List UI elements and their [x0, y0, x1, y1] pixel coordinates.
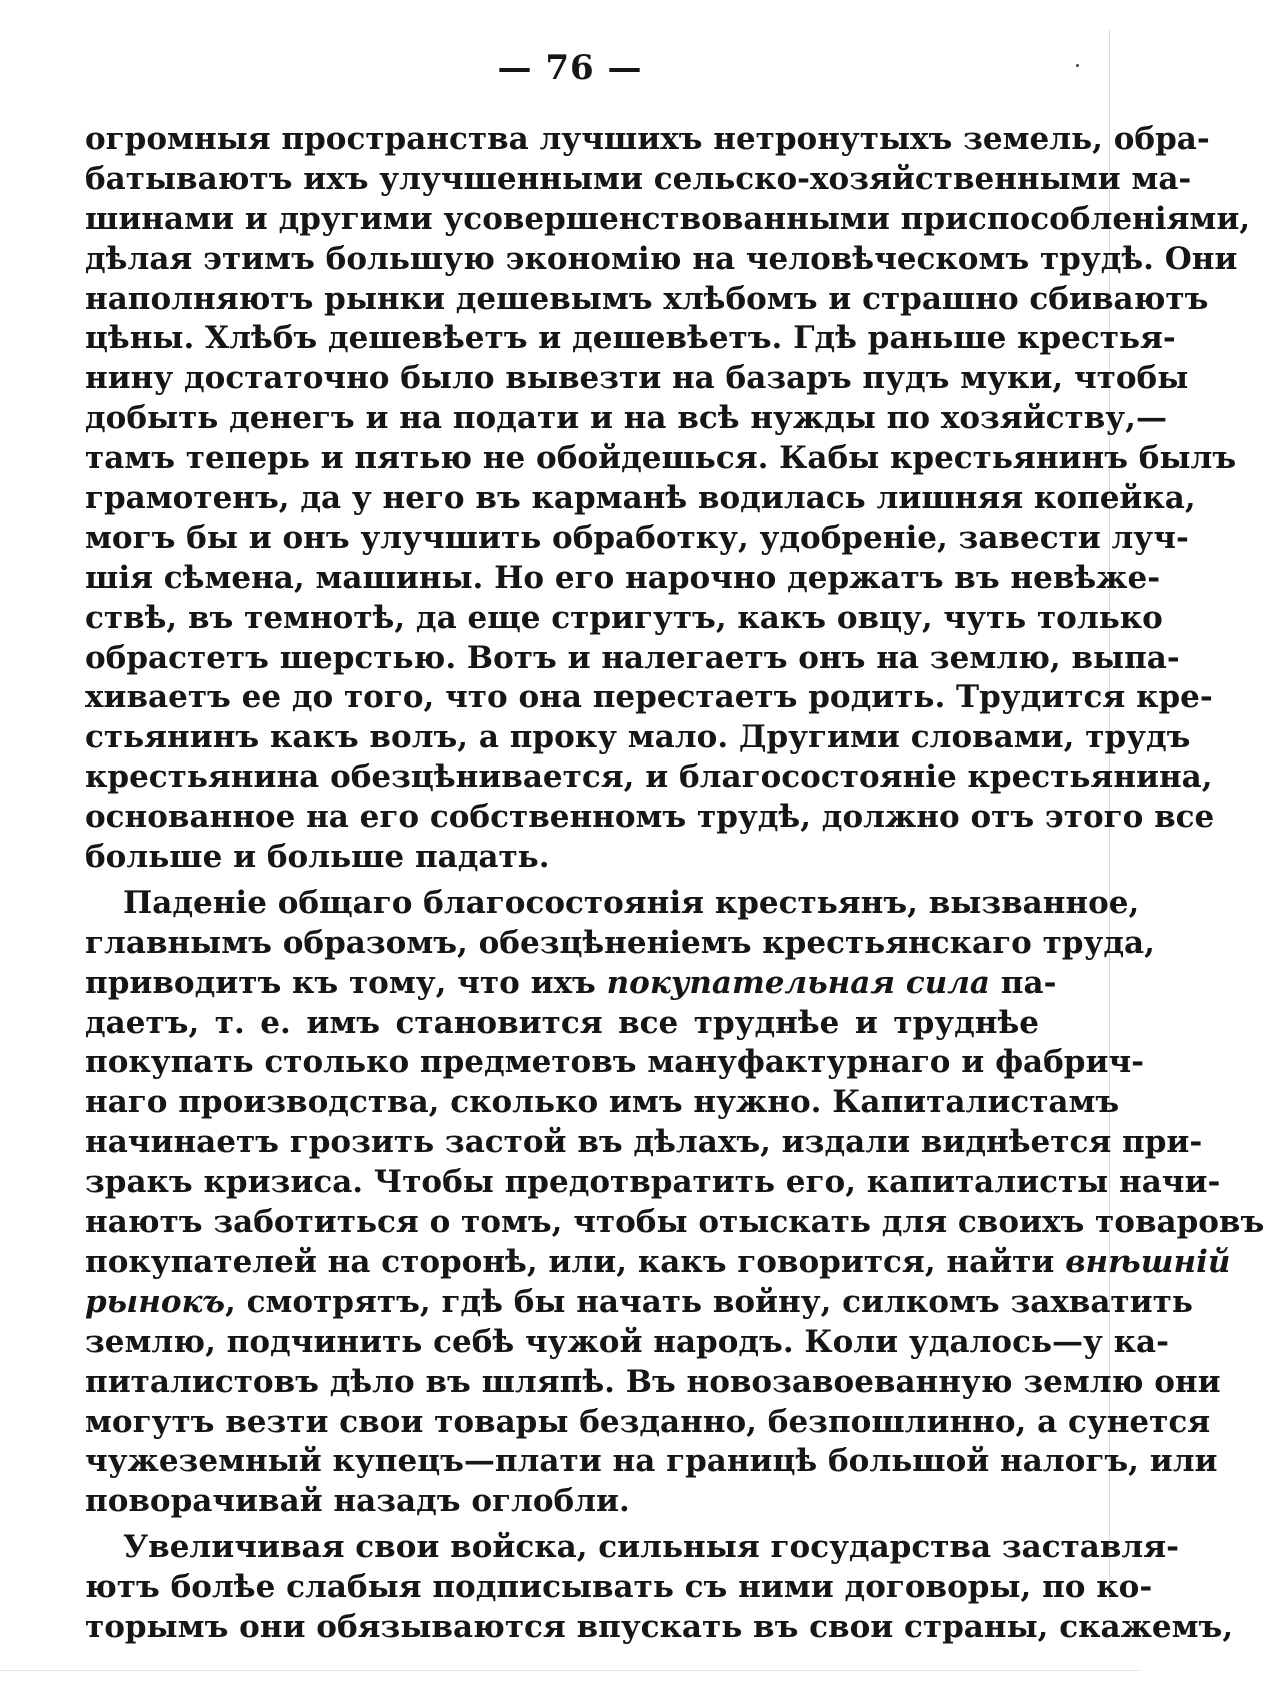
- text-line: [85, 1004, 1039, 1044]
- text-line: [85, 559, 1161, 599]
- text-run: шія сѣмена, машины. Но его нарочно держатъ въ невѣже-: [85, 559, 1161, 596]
- text-line: [85, 1083, 1120, 1123]
- text-run: наполняютъ рынки дешевымъ хлѣбомъ и страшно сбиваютъ: [85, 280, 1209, 317]
- text-line: [85, 200, 1251, 240]
- text-run: дѣлая этимъ большую экономію на человѣческомъ трудѣ. Они: [85, 240, 1238, 277]
- text-run: хиваетъ ее до того, что она перестаетъ родить. Трудится кре-: [85, 679, 1213, 716]
- scan-bottom-edge: [0, 1670, 1140, 1671]
- text-line: [85, 599, 1163, 639]
- text-run: наютъ заботиться о томъ, чтобы отыскать для своихъ товаровъ: [85, 1204, 1264, 1241]
- body-text: [85, 120, 1264, 1648]
- text-line: [85, 1528, 1180, 1568]
- text-run: зракъ кризиса. Чтобы предотвратить его, капиталисты начи-: [85, 1164, 1221, 1201]
- text-run: огромныя пространства лучшихъ нетронутыхъ земель, обра-: [85, 121, 1210, 157]
- text-line: [85, 1163, 1221, 1203]
- text-line: [85, 884, 1140, 924]
- text-run: основанное на его собственномъ трудѣ, должно отъ этого все: [85, 799, 1215, 836]
- text-run: наго производства, сколько имъ нужно. Капиталистамъ: [85, 1084, 1120, 1121]
- text-line: [85, 1363, 1221, 1403]
- text-run: Увеличивая свои войска, сильныя государства заставля-: [123, 1529, 1180, 1566]
- text-run: главнымъ образомъ, обезцѣненіемъ крестьянскаго труда,: [85, 924, 1155, 961]
- text-run: обрастетъ шерстью. Вотъ и налегаетъ онъ на землю, выпа-: [85, 639, 1180, 676]
- text-run: , смотрятъ, гдѣ бы начать войну, силкомъ захватить: [225, 1283, 1193, 1320]
- text-line: [85, 120, 1210, 160]
- text-line: [85, 1283, 1193, 1323]
- text-line: [85, 1403, 1211, 1443]
- text-line: [85, 1323, 1169, 1363]
- text-run: ютъ болѣе слабыя подписывать съ ними договоры, по ко-: [85, 1569, 1153, 1606]
- text-line: [85, 519, 1189, 559]
- text-line: [85, 1608, 1234, 1648]
- text-line: [85, 1043, 1145, 1083]
- paragraph: [85, 120, 1251, 878]
- text-run: ствѣ, въ темнотѣ, да еще стригутъ, какъ овцу, чуть только: [85, 599, 1163, 636]
- text-line: [85, 758, 1213, 798]
- text-run: покупать столько предметовъ мануфактурнаго и фабрич-: [85, 1044, 1145, 1081]
- text-line: [85, 798, 1215, 838]
- text-run: тамъ теперь и пятью не обойдешься. Кабы крестьянинъ былъ: [85, 440, 1237, 477]
- text-run: землю, подчинить себѣ чужой народъ. Коли удалось—у ка-: [85, 1323, 1169, 1360]
- paragraph: [85, 884, 1264, 1522]
- text-line: [85, 439, 1237, 479]
- text-run: шинами и другими усовершенствованными приспособленіями,: [85, 200, 1251, 237]
- text-line: [85, 924, 1155, 964]
- text-run: Паденіе общаго благосостоянія крестьянъ, вызванное,: [123, 884, 1140, 921]
- paragraph: [85, 1528, 1234, 1648]
- text-line: [85, 1568, 1153, 1608]
- text-line: [85, 718, 1191, 758]
- emphasized-text: рынокъ: [85, 1283, 226, 1320]
- text-run: крестьянина обезцѣнивается, и благосостояніе крестьянина,: [85, 759, 1213, 796]
- text-line: [85, 1203, 1264, 1243]
- text-run: батываютъ ихъ улучшенными сельско-хозяйственными ма-: [85, 160, 1192, 197]
- text-line: [85, 838, 1039, 878]
- text-run: приводитъ къ тому, что ихъ: [85, 964, 607, 1001]
- text-run: могъ бы и онъ улучшить обработку, удобреніе, завести луч-: [85, 519, 1189, 556]
- emphasized-text: внѣшній: [1065, 1243, 1231, 1280]
- text-line: [85, 479, 1196, 519]
- text-line: [85, 1243, 1231, 1283]
- text-line: [85, 1482, 1039, 1522]
- text-line: [85, 1442, 1218, 1482]
- text-run: чужеземный купецъ—плати на границѣ большой налогъ, или: [85, 1443, 1218, 1480]
- text-line: [85, 678, 1213, 718]
- text-run: больше и больше падать.: [85, 839, 550, 876]
- text-line: [85, 319, 1176, 359]
- text-line: [85, 1123, 1203, 1163]
- text-run: торымъ они обязываются впускать въ свои страны, скажемъ,: [85, 1608, 1234, 1645]
- text-run: па-: [990, 964, 1057, 1001]
- text-line: [85, 359, 1189, 399]
- text-run: добыть денегъ и на подати и на всѣ нужды по хозяйству,—: [85, 400, 1167, 437]
- text-run: стьянинъ какъ волъ, а проку мало. Другими словами, трудъ: [85, 719, 1191, 756]
- text-run: цѣны. Хлѣбъ дешевѣетъ и дешевѣетъ. Гдѣ раньше крестья-: [85, 320, 1176, 357]
- emphasized-text: покупательная сила: [606, 964, 991, 1001]
- text-line: [85, 399, 1167, 439]
- text-line: [85, 240, 1238, 280]
- text-run: начинаетъ грозить застой въ дѣлахъ, издали виднѣется при-: [85, 1124, 1203, 1161]
- text-run: грамотенъ, да у него въ карманѣ водилась лишняя копейка,: [85, 480, 1196, 517]
- text-line: [85, 639, 1180, 679]
- text-run: поворачивай назадъ оглобли.: [85, 1483, 630, 1520]
- text-run: нину достаточно было вывезти на базаръ пудъ муки, чтобы: [85, 360, 1189, 397]
- text-run: покупателей на сторонѣ, или, какъ говорится, найти: [85, 1243, 1066, 1280]
- text-line: [85, 280, 1209, 320]
- page-number: — 76 —: [497, 48, 643, 88]
- text-run: могутъ везти свои товары безданно, безпошлинно, а сунется: [85, 1403, 1211, 1440]
- text-line: [85, 964, 1057, 1004]
- text-run: даетъ, т. е. имъ становится все труднѣе и труднѣе: [85, 1004, 1039, 1041]
- text-run: питалистовъ дѣло въ шляпѣ. Въ новозавоеванную землю они: [85, 1363, 1221, 1400]
- text-line: [85, 160, 1192, 200]
